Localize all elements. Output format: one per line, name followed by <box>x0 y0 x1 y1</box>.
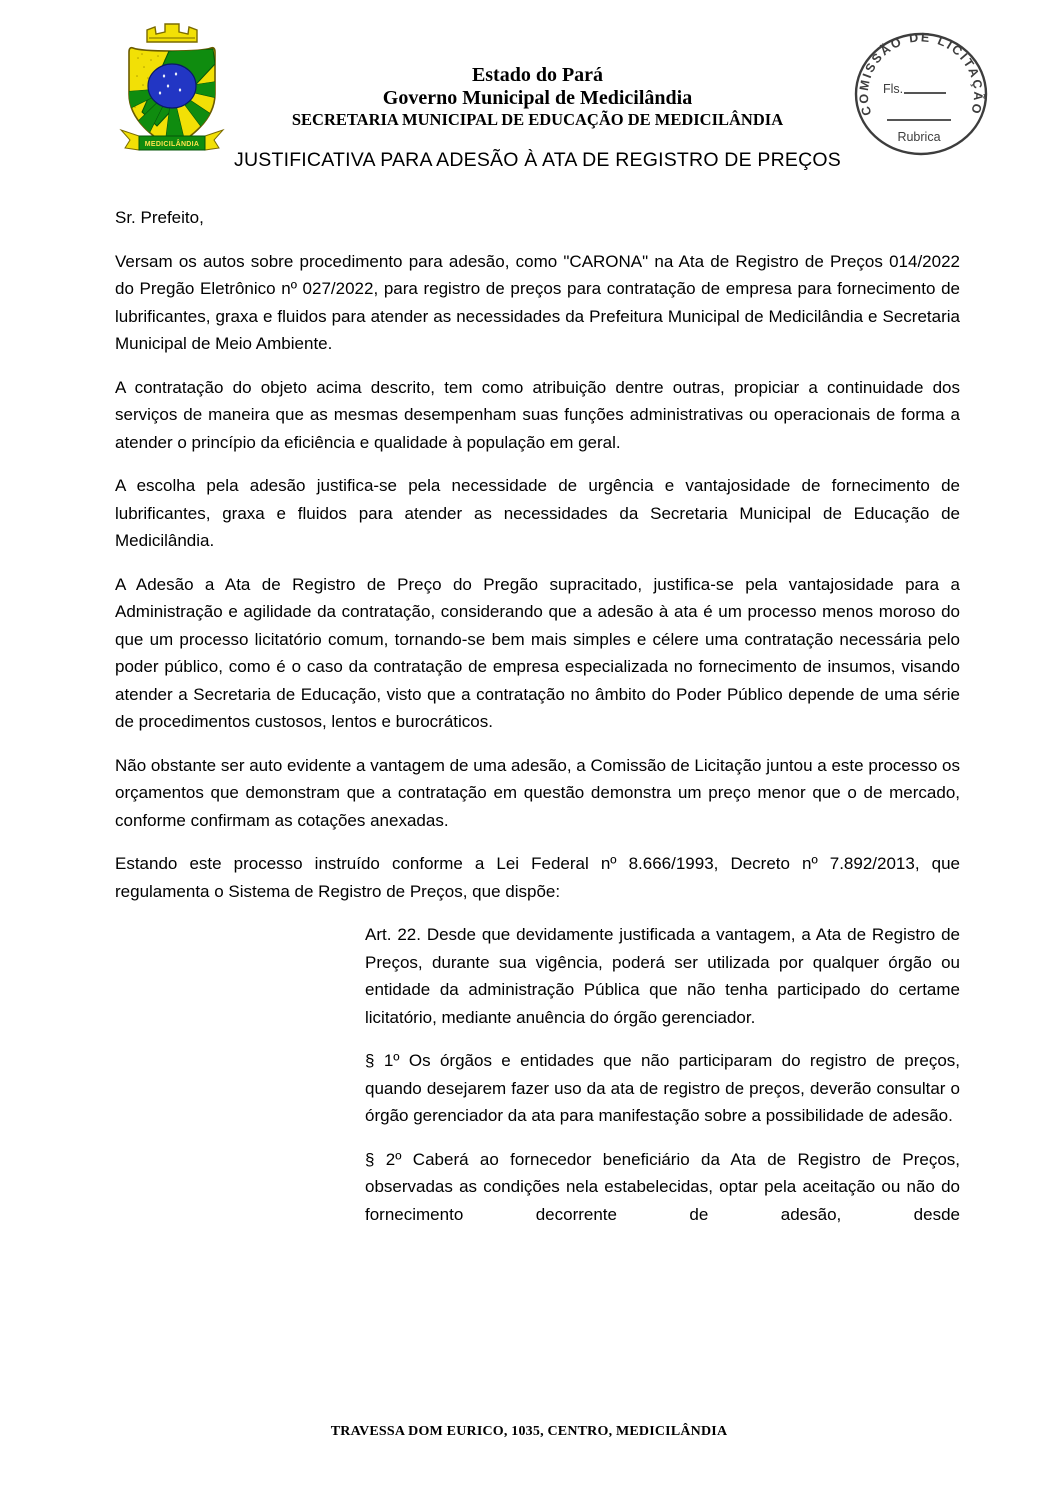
stamp-fls-label: Fls. <box>883 82 904 96</box>
letterhead <box>115 64 960 130</box>
paragraph-4: A Adesão a Ata de Registro de Preço do Pregão supracitado, justifica-se pela vantajosidade para a Administração e agilidade da contratação, considerando que a adesão à ata é um processo menos moroso do que um processo licitatório comum, tornando-se bem mais simples e célere uma contratação necessária pelo poder público, como é o caso da contratação de empresa especializada no fornecimento de insumos, visando atender a Secretaria de Educação, visto que a contratação no âmbito do Poder Público depende de uma série de procedimentos custosos, lentos e burocráticos. <box>115 574 960 731</box>
quote-paragrafo-2: § 2º Caberá ao fornecedor beneficiário da Ata de Registro de Preços, observadas as condições nela estabelecidas, optar pela aceitação ou não do fornecimento decorrente de adesão, desde <box>365 1149 960 1224</box>
paragraph-2: A contratação do objeto acima descrito, tem como atribuição dentre outras, propiciar a continuidade dos serviços de maneira que as mesmas desempenham suas funções administrativas ou operacionais de forma a atender o princípio da eficiência e qualidade à população em geral. <box>115 377 960 452</box>
paragraph-3: A escolha pela adesão justifica-se pela necessidade de urgência e vantajosidade de fornecimento de lubrificantes, graxa e fluidos para atender as necessidades da Secretaria Municipal de Educação de Medicilândia. <box>115 476 960 550</box>
quote-art-22: Art. 22. Desde que devidamente justificada a vantagem, a Ata de Registro de Preços, durante sua vigência, poderá ser utilizada por qualquer órgão ou entidade da administração Pública que não tenha participado do certame licitatório, mediante anuência do órgão gerenciador. <box>365 925 960 1027</box>
quote-paragrafo-1: § 1º Os órgãos e entidades que não participaram do registro de preços, quando desejarem fazer uso da ata de registro de preços, deverão consultar o órgão gerenciador da ata para manifestação sobre a possibilidade de adesão. <box>365 1051 960 1125</box>
stamp-rubrica-label: Rubrica <box>897 130 941 144</box>
footer-address: TRAVESSA DOM EURICO, 1035, CENTRO, MEDICILÂNDIA <box>330 1424 728 1439</box>
licitacao-stamp <box>851 31 991 159</box>
state-line: Estado do Pará <box>471 64 604 86</box>
government-line: Governo Municipal de Medicilândia <box>382 87 693 109</box>
paragraph-1: Versam os autos sobre procedimento para adesão, como "CARONA" na Ata de Registro de Preços 014/2022 do Pregão Eletrônico nº 027/2022, para registro de preços para contratação de empresa para fornecimento de lubrificantes, graxa e fluidos para atender as necessidades da Prefeitura Municipal de Medicilândia e Secretaria Municipal de Meio Ambiente. <box>115 251 960 353</box>
ribbon-left <box>121 130 139 150</box>
secretariat-line: SECRETARIA MUNICIPAL DE EDUCAÇÃO DE MEDICILÂNDIA <box>291 110 784 129</box>
paragraph-6: Estando este processo instruído conforme a Lei Federal nº 8.666/1993, Decreto nº 7.892/2013, que regulamenta o Sistema de Registro de Preços, que dispõe: <box>115 854 960 901</box>
ribbon-text: MEDICILÂNDIA <box>144 141 200 148</box>
paragraph-5: Não obstante ser auto evidente a vantagem de uma adesão, a Comissão de Licitação juntou a este processo os orçamentos que demonstram que a contratação em questão demonstra um preço menor que o de mercado, conforme confirmam as cotações anexadas. <box>115 755 960 830</box>
ribbon-right <box>205 130 223 150</box>
page-title: JUSTIFICATIVA PARA ADESÃO À ATA DE REGISTRO DE PREÇOS <box>234 149 841 171</box>
stamp-arc-text: COMISSÃO DE LICITAÇÃO <box>856 31 986 118</box>
crown-shape <box>147 24 197 42</box>
document-body <box>115 204 960 1244</box>
salutation: Sr. Prefeito, <box>115 208 204 227</box>
